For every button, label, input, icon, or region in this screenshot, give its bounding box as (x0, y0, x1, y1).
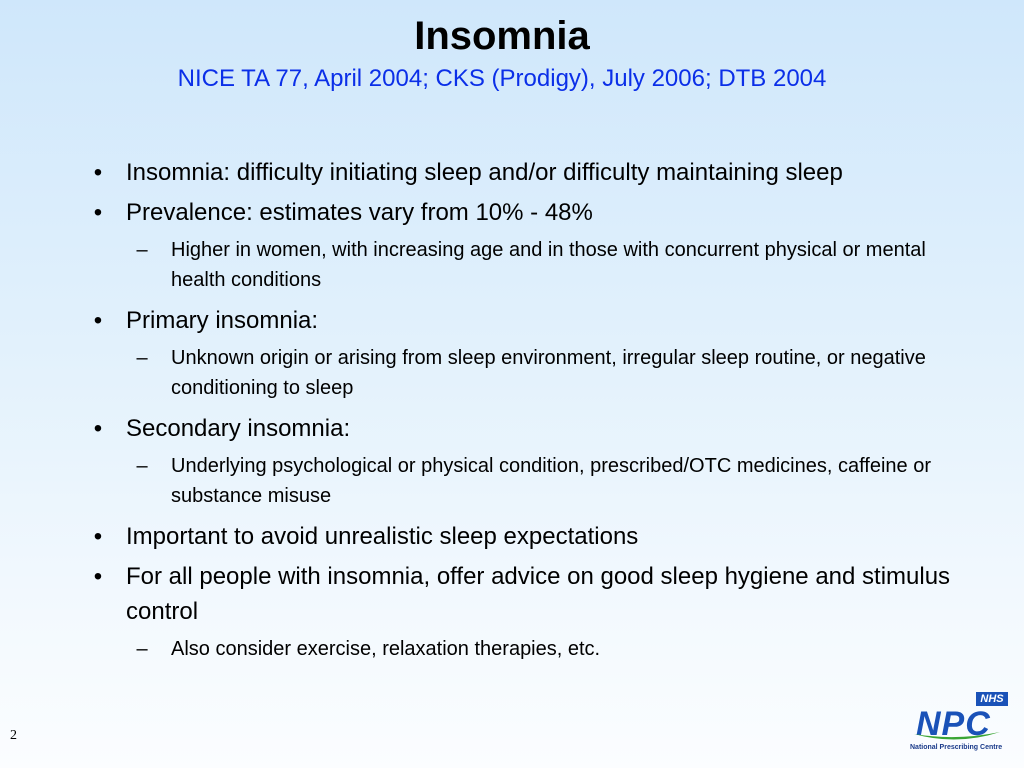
sub-bullet-marker: – (136, 239, 148, 261)
slide-subtitle: NICE TA 77, April 2004; CKS (Prodigy), July 2006; DTB 2004 (177, 65, 827, 92)
sub-bullet-marker: – (136, 638, 148, 660)
bullet-item (86, 195, 966, 230)
bullet-text: Insomnia: difficulty initiating sleep and/or difficulty maintaining sleep (126, 159, 843, 186)
sub-bullet-text: Also consider exercise, relaxation therapies, etc. (171, 638, 601, 660)
bullet-text: Prevalence: estimates vary from 10% - 48% (126, 199, 593, 226)
bullet-marker: • (93, 159, 103, 186)
bullet-text: Secondary insomnia: (126, 415, 351, 442)
bullet-marker: • (93, 563, 103, 590)
logo-swoosh-icon (912, 730, 1002, 744)
bullet-text: Primary insomnia: (126, 307, 319, 334)
bullet-text: For all people with insomnia, offer advice on good sleep hygiene and stimulus control (126, 563, 951, 625)
npc-logo (908, 692, 1008, 760)
sub-bullet-item (131, 634, 966, 664)
npc-logo-caption: National Prescribing Centre (910, 744, 1003, 751)
slide-title: Insomnia (414, 14, 590, 58)
bullet-marker: • (93, 415, 103, 442)
sub-bullet-text: Underlying psychological or physical condition, prescribed/OTC medicines, caffeine or substance misuse (171, 455, 931, 507)
bullet-marker: • (93, 307, 103, 334)
bullet-item (86, 559, 966, 629)
page-number: 2 (10, 728, 17, 743)
sub-bullet-item (131, 235, 966, 295)
bullet-marker: • (93, 523, 103, 550)
bullet-item (86, 303, 966, 338)
bullet-item (86, 155, 966, 190)
bullet-item (86, 411, 966, 446)
bullet-list (86, 155, 966, 672)
sub-bullet-marker: – (136, 347, 148, 369)
sub-bullet-marker: – (136, 455, 148, 477)
npc-logo-text: NPC (916, 705, 991, 743)
bullet-text: Important to avoid unrealistic sleep expectations (126, 523, 639, 550)
bullet-item (86, 519, 966, 554)
sub-bullet-item (131, 451, 966, 511)
sub-bullet-text: Unknown origin or arising from sleep environment, irregular sleep routine, or negative conditioning to sleep (171, 347, 926, 399)
sub-bullet-item (131, 343, 966, 403)
bullet-marker: • (93, 199, 103, 226)
sub-bullet-text: Higher in women, with increasing age and in those with concurrent physical or mental health conditions (171, 239, 926, 291)
nhs-badge: NHS (976, 692, 1008, 706)
